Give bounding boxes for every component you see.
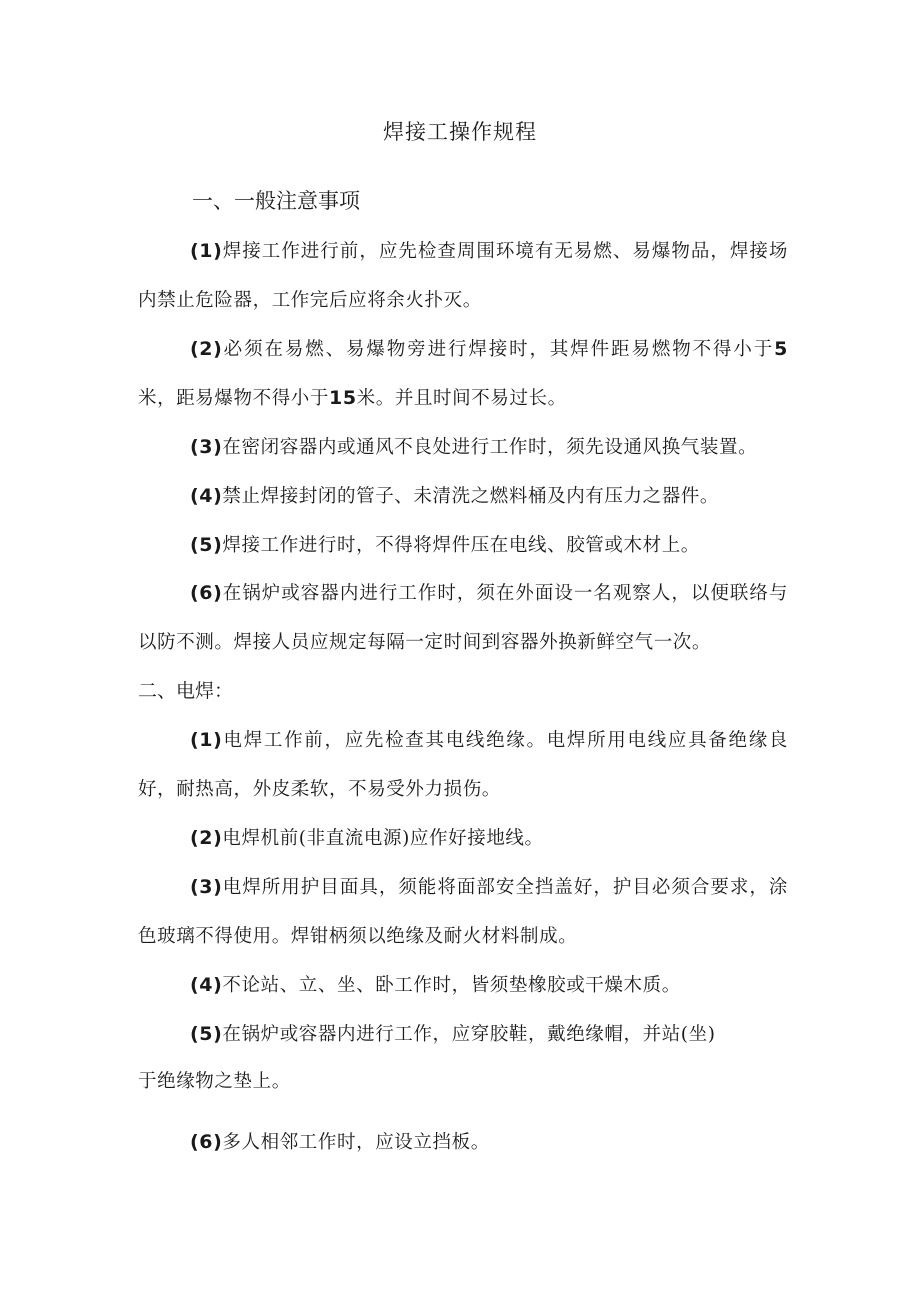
- paragraph-1-1: [138, 227, 788, 325]
- item-number: (3): [190, 876, 223, 898]
- item-number: (4): [190, 485, 223, 507]
- paragraph-2-2: [138, 814, 788, 863]
- item-text: 电焊所用护目面具，须能将面部安全挡盖好，护目必须合要求，涂色玻璃不得使用。焊钳柄须以绝缘及耐火材料制成。: [138, 877, 788, 947]
- distance-value: 5: [774, 338, 788, 360]
- paragraph-1-3: [138, 423, 788, 472]
- item-number: (6): [190, 1131, 223, 1153]
- item-number: (1): [190, 240, 223, 262]
- distance-value: 15: [329, 387, 357, 409]
- paragraph-2-5-continuation: 于绝缘物之垫上。: [138, 1071, 291, 1092]
- item-number: (3): [190, 436, 223, 458]
- item-number: (2): [190, 827, 223, 849]
- item-number: (2): [190, 338, 223, 360]
- item-text: 在锅炉或容器内进行工作，应穿胶鞋，戴绝缘帽，并站(坐): [222, 1024, 716, 1045]
- item-text: 禁止焊接封闭的管子、未清洗之燃料桶及内有压力之器件。: [222, 486, 719, 507]
- paragraph-2-5: [138, 1010, 788, 1059]
- item-text: 米，距易爆物不得小于: [138, 388, 330, 409]
- paragraph-2-1: [138, 716, 788, 814]
- paragraph-1-6: [138, 569, 788, 667]
- item-text: 在锅炉或容器内进行工作时，须在外面设一名观察人，以便联络与以防不测。焊接人员应规定每隔一定时间到容器外换新鲜空气一次。: [138, 583, 788, 653]
- section-heading-electric-welding: 二、电焊：: [138, 680, 234, 702]
- item-text: 电焊工作前，应先检查其电线绝缘。电焊所用电线应具备绝缘良好，耐热高，外皮柔软，不易受外力损伤。: [138, 730, 788, 800]
- paragraph-2-4: [138, 961, 788, 1010]
- paragraph-2-6: [190, 1127, 490, 1158]
- paragraph-2-3: [138, 863, 788, 961]
- item-text: 米。并且时间不易过长。: [356, 388, 567, 409]
- item-text: 焊接工作进行前，应先检查周围环境有无易燃、易爆物品，焊接场内禁止危险器，工作完后应将余火扑灭。: [138, 241, 788, 311]
- paragraph-1-2: [138, 325, 788, 423]
- paragraph-1-5: [138, 521, 788, 570]
- item-text: 多人相邻工作时，应设立挡板。: [222, 1132, 490, 1153]
- item-text: 在密闭容器内或通风不良处进行工作时，须先设通风换气装置。: [222, 437, 758, 458]
- item-number: (1): [190, 729, 223, 751]
- section-heading-general: 一、一般注意事项: [192, 189, 360, 213]
- item-text: 电焊机前(非直流电源)应作好接地线。: [222, 828, 544, 849]
- item-number: (5): [190, 534, 223, 556]
- item-text: 焊接工作进行时，不得将焊件压在电线、胶管或木材上。: [222, 535, 700, 556]
- paragraph-1-4: [138, 472, 788, 521]
- item-number: (5): [190, 1023, 223, 1045]
- item-text: 必须在易燃、易爆物旁进行焊接时，其焊件距易燃物不得小于: [222, 339, 775, 360]
- item-number: (4): [190, 974, 223, 996]
- item-number: (6): [190, 582, 223, 604]
- item-text: 不论站、立、坐、卧工作时，皆须垫橡胶或干燥木质。: [222, 975, 681, 996]
- document-title: 焊接工操作规程: [383, 120, 537, 144]
